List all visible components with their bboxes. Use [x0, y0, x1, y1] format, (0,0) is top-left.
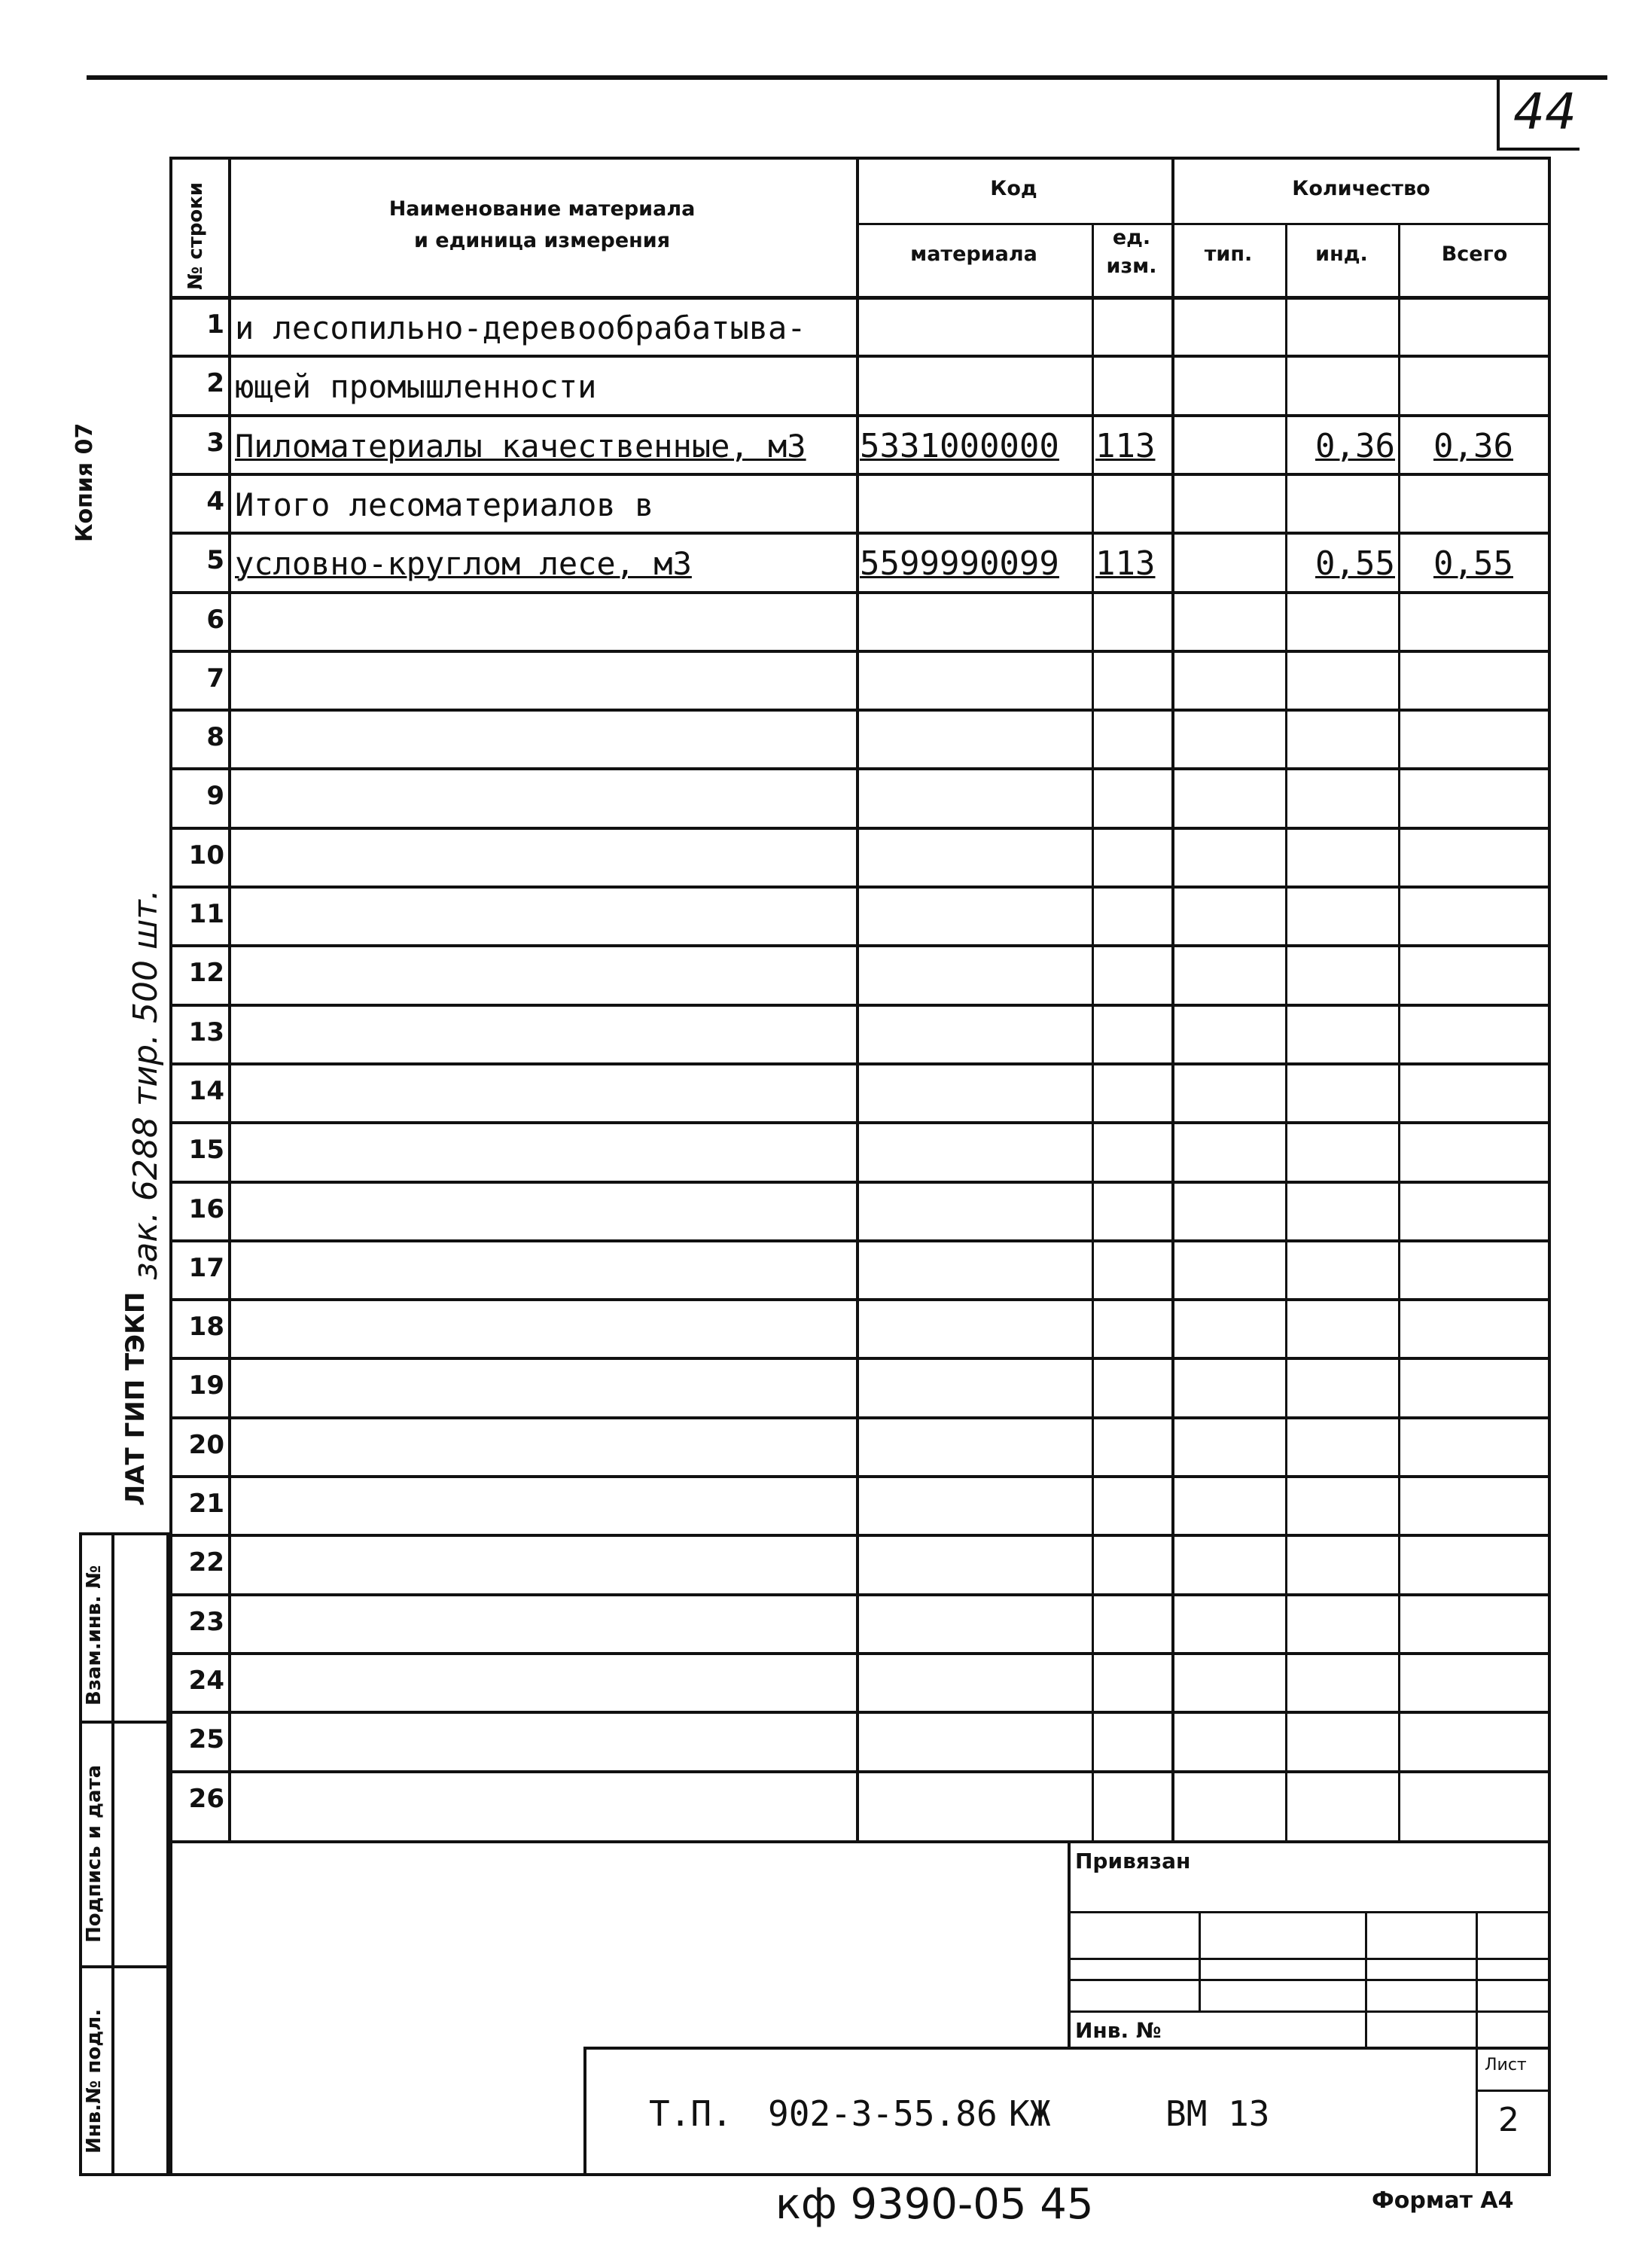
row-number: 1: [206, 309, 224, 340]
col-line-ind: [1285, 223, 1287, 1843]
stamp-sheet-label: Лист: [1485, 2056, 1527, 2074]
row-number: 19: [188, 1370, 224, 1401]
stamp-vline-c: [1476, 1911, 1478, 2047]
row-divider: [169, 1004, 1551, 1007]
row-divider: [169, 886, 1551, 889]
header-row-no: № строки: [184, 181, 207, 290]
row-number: 7: [206, 663, 224, 694]
header-code-group: Код: [990, 177, 1037, 200]
header-name-line1: Наименование материала: [388, 197, 696, 221]
row-number: 10: [188, 840, 224, 870]
title-block-left: [583, 2047, 586, 2176]
row-number: 26: [188, 1783, 224, 1814]
header-bottom-line: [169, 296, 1551, 300]
row-divider: [169, 1652, 1551, 1655]
row-divider: [169, 650, 1551, 653]
row-number: 3: [206, 427, 224, 458]
row-number: 12: [188, 958, 224, 989]
row-divider: [169, 414, 1551, 417]
footer-format: Формат А4: [1372, 2187, 1514, 2214]
stamp-privyazan: Привязан: [1075, 1849, 1191, 1873]
row-divider: [169, 1298, 1551, 1301]
cell-ind: 0,36: [1315, 426, 1395, 465]
col-line-code: [856, 157, 859, 1843]
row-number: 14: [188, 1075, 224, 1106]
doc-sheet: ВМ 13: [1165, 2093, 1270, 2134]
stamp-vline-a: [1199, 1911, 1201, 2010]
row-divider: [169, 1475, 1551, 1478]
stamp-inv-no: Инв. №: [1075, 2018, 1162, 2043]
row-divider: [169, 1239, 1551, 1242]
cell-code: 5331000000: [860, 426, 1059, 465]
side-label-inv-podl: Инв.№ подл.: [83, 2008, 105, 2154]
row-divider: [169, 1357, 1551, 1360]
title-block-sheet-line: [1476, 2090, 1551, 2092]
cell-name: условно-круглом лесе, м3: [235, 545, 692, 583]
cell-unit: 113: [1095, 426, 1156, 465]
col-line-rownum: [228, 157, 231, 1843]
page-number: 44: [1513, 83, 1576, 141]
row-number: 13: [188, 1017, 224, 1047]
page-number-box-left: [1497, 75, 1500, 149]
cell-name: Итого лесоматериалов в: [235, 486, 654, 523]
side-stamp-divider: [111, 1532, 114, 2176]
doc-code: 902-3-55.86: [768, 2093, 998, 2134]
cell-name: ющей промышленности: [235, 368, 597, 406]
row-divider: [169, 473, 1551, 476]
row-divider: [169, 532, 1551, 535]
row-divider: [169, 1121, 1551, 1124]
stamp-hline-2: [1068, 1958, 1551, 1960]
title-block-sheet-divider: [1476, 2047, 1478, 2176]
stamp-hline-4: [1068, 2010, 1551, 2013]
row-number: 11: [188, 899, 224, 929]
row-divider: [169, 767, 1551, 770]
row-divider: [169, 709, 1551, 712]
row-divider: [169, 591, 1551, 594]
header-code-unit-2: изм.: [1106, 255, 1157, 278]
side-stamp-line-1: [79, 1721, 169, 1724]
header-qty-group: Количество: [1292, 177, 1430, 200]
cell-name: и лесопильно-деревообрабатыва-: [235, 309, 806, 346]
header-code-material: материала: [910, 242, 1037, 266]
row-divider: [169, 355, 1551, 358]
cell-unit: 113: [1095, 544, 1156, 584]
row-number: 24: [188, 1665, 224, 1696]
header-qty-typ: тип.: [1204, 242, 1253, 266]
row-number: 17: [188, 1252, 224, 1283]
stamp-sheet-number: 2: [1498, 2101, 1519, 2139]
stamp-vline-b: [1365, 1911, 1367, 2047]
row-number: 2: [206, 368, 224, 399]
row-number: 20: [188, 1429, 224, 1460]
col-line-unit: [1092, 223, 1094, 1843]
row-number: 18: [188, 1312, 224, 1343]
header-mid-line: [856, 223, 1551, 225]
side-edge-mark: Копия 07: [72, 422, 98, 542]
header-qty-ind: инд.: [1315, 242, 1368, 266]
row-number: 8: [206, 722, 224, 753]
table-frame: [169, 157, 1551, 1843]
stamp-hline-3: [1068, 1979, 1551, 1981]
row-divider: [169, 1593, 1551, 1596]
header-code-unit-1: ед.: [1112, 226, 1151, 249]
footer-order-code: кф 9390-05 45: [775, 2180, 1094, 2229]
row-number: 6: [206, 604, 224, 635]
row-number: 4: [206, 486, 224, 517]
row-number: 5: [206, 545, 224, 576]
col-line-qty: [1171, 157, 1174, 1843]
stamp-vline-privyazan: [1068, 1843, 1071, 2047]
row-divider: [169, 1770, 1551, 1773]
title-block-top: [583, 2047, 1551, 2050]
row-divider: [169, 827, 1551, 830]
side-stamp-line-2: [79, 1965, 169, 1968]
side-handwritten-order: зак. 6288 тир. 500 шт.: [126, 889, 165, 1280]
cell-total: 0,36: [1433, 426, 1513, 465]
doc-prefix: Т.П.: [649, 2093, 733, 2134]
row-number: 15: [188, 1135, 224, 1166]
row-number: 25: [188, 1724, 224, 1755]
doc-section: КЖ: [1009, 2093, 1051, 2134]
row-divider: [169, 1534, 1551, 1537]
row-divider: [169, 1062, 1551, 1065]
row-divider: [169, 1711, 1551, 1714]
side-label-vzam-inv: Взам.инв. №: [83, 1565, 105, 1706]
top-border: [87, 75, 1607, 80]
header-name-line2: и единица измерения: [413, 229, 671, 252]
cell-total: 0,55: [1433, 544, 1513, 584]
row-divider: [169, 944, 1551, 947]
row-number: 23: [188, 1606, 224, 1637]
row-number: 22: [188, 1547, 224, 1578]
row-divider: [169, 1181, 1551, 1184]
row-number: 9: [206, 781, 224, 812]
row-divider: [169, 1416, 1551, 1419]
stamp-hline-1: [1068, 1911, 1551, 1913]
row-number: 16: [188, 1193, 224, 1224]
cell-ind: 0,55: [1315, 544, 1395, 584]
col-line-total: [1398, 223, 1400, 1843]
side-label-podpis-data: Подпись и дата: [83, 1764, 105, 1943]
cell-code: 5599990099: [860, 544, 1059, 584]
header-qty-total: Всего: [1441, 242, 1508, 266]
page-number-box-bottom: [1497, 148, 1580, 151]
row-number: 21: [188, 1489, 224, 1519]
cell-name: Пиломатериалы качественные, м3: [235, 427, 806, 465]
side-label-approval: ЛАТ ГИП ТЭКП: [120, 1291, 151, 1506]
